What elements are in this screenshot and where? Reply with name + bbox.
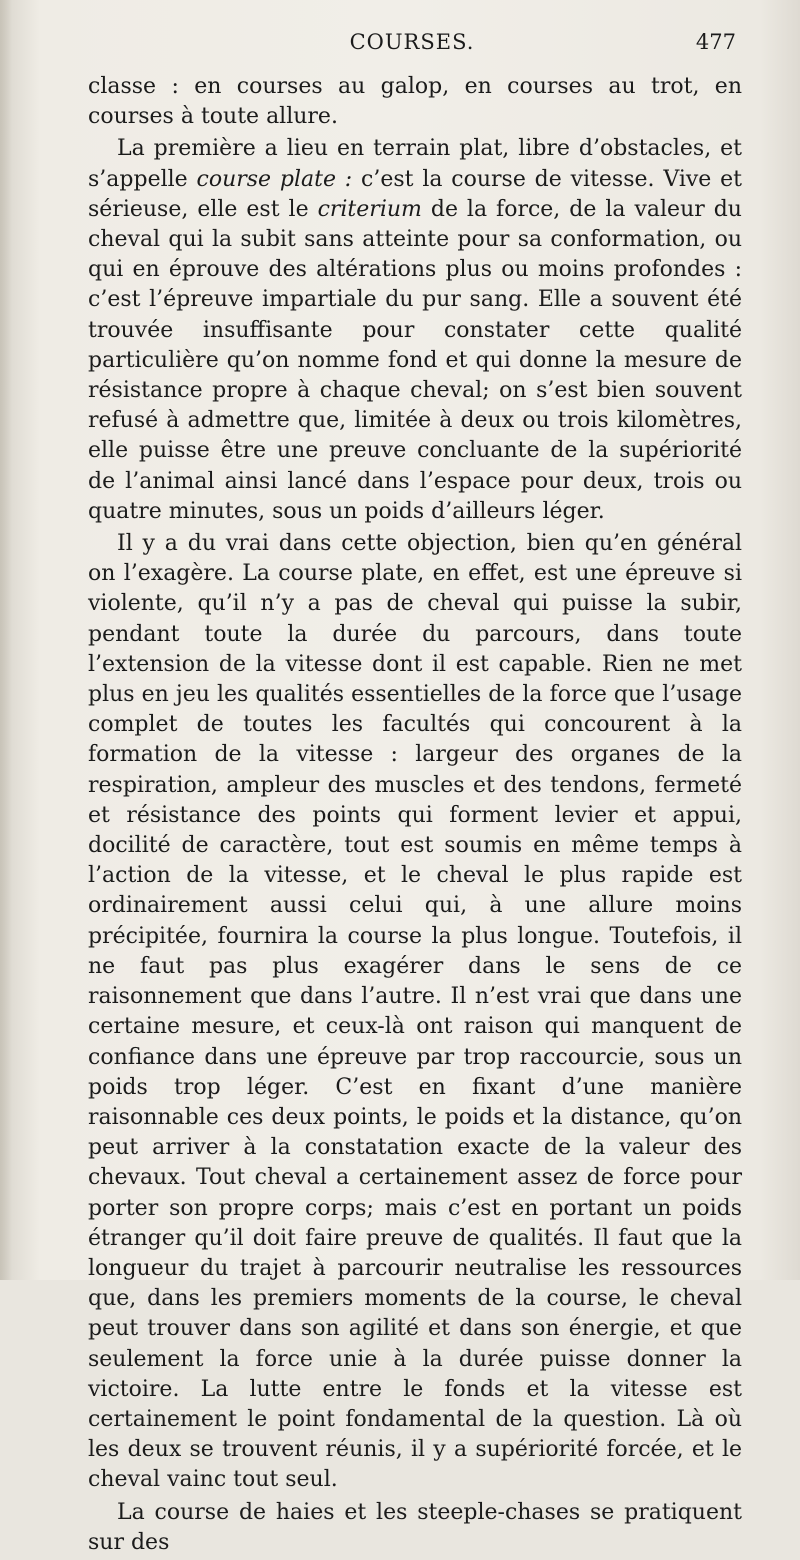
paragraph-text: de la force, de la valeur du cheval qui la subit sans atteinte pour sa conformation, ou qui en éprouve des altérations plus ou moins profondes : c’est l’épreuve impartiale du pur sang. Elle a souvent été trouvée insuffisante pour constater cette qualité particulière qu’on nomme fond et qui donne la mesure de résistance propre à chaque cheval; on s’est bien souvent refusé à admettre que, limitée à deux ou trois kilomètres, elle puisse être une preuve concluante de la supériorité de l’animal ainsi lancé dans l’espace pour deux, trois ou quatre minutes, sous un poids d’ailleurs léger. [88, 196, 742, 524]
running-title: COURSES. [349, 30, 475, 54]
body-text [88, 72, 742, 1560]
running-head [88, 30, 736, 60]
page-edge-shadow [0, 0, 12, 1280]
paragraph-text: c’est la course de vitesse. Vive et sérieuse, elle est le [88, 166, 743, 222]
paragraph [88, 529, 742, 1496]
paragraph-text: Il y a du vrai dans cette objection, bien qu’en général on l’exagère. La course plate, en effet, est une épreuve si violente, qu’il n’y a pas de cheval qui puisse la subir, pendant toute la durée du parcours, dans toute l’extension de la vitesse dont il est capable. Rien ne met plus en jeu les qualités essentielles de la force que l’usage complet de toutes les facultés qui concourent à la formation de la vitesse : largeur des organes de la respiration, ampleur des muscles et des tendons, fermeté et résistance des points qui forment levier et appui, docilité de caractère, tout est soumis en même temps à l’action de la vitesse, et le cheval le plus rapide est ordinairement aussi celui qui, à une allure moins précipitée, fournira la course la plus longue. Toutefois, il ne faut pas plus exagérer dans le sens de ce raisonnement que dans l’autre. Il n’est vrai que dans une certaine mesure, et ceux-là ont raison qui manquent de confiance dans une épreuve par trop raccourcie, sous un poids trop léger. C’est en fixant d’une manière raisonnable ces deux points, le poids et la distance, qu’on peut arriver à la constatation exacte de la valeur des chevaux. Tout cheval a certainement assez de force pour porter son propre corps; mais c’est en portant un poids étranger qu’il doit faire preuve de qualités. Il faut que la longueur du trajet à parcourir neutralise les ressources que, dans les premiers moments de la course, le cheval peut trouver dans son agilité et dans son énergie, et que seulement la force unie à la durée puisse donner la victoire. La lutte entre le fonds et la vitesse est certainement le point fondamental de la question. Là où les deux se trouvent réunis, il y a supériorité forcée, et le cheval vainc tout seul. [88, 531, 742, 1493]
italic-text: criterium [317, 196, 422, 222]
italic-text: course plate : [196, 166, 353, 192]
paragraph-text: La première a lieu en terrain plat, libre d’obstacles, et s’appelle [88, 136, 742, 192]
paragraph [88, 1498, 742, 1558]
paragraph-text: classe : en courses au galop, en courses au trot, en courses à toute allure. [88, 74, 742, 130]
page-number: 477 [695, 30, 736, 54]
paragraph [88, 134, 742, 527]
paragraph [88, 72, 742, 132]
paragraph-text: La course de haies et les steeple-chases se pratiquent sur des [88, 1499, 742, 1555]
